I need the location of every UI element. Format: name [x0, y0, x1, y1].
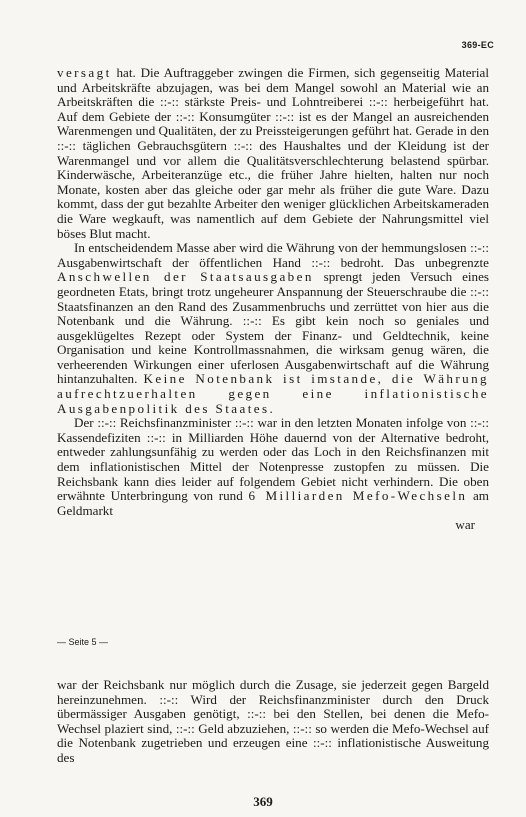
catchword: war	[455, 517, 475, 533]
paragraph-3	[57, 416, 489, 533]
spaced-emphasis: 6 Milliarden Mefo-Wechseln	[248, 488, 468, 504]
spaced-emphasis: versagt	[57, 65, 112, 80]
paragraph-4: war der Reichsbank nur möglich durch die Zusage, sie jederzeit gegen Bargeld hereinzunehmen. ::-:: Wird der Reichsfinanzminister durch den Druck übermässiger Ausgaben genötigt, ::-:: bei den Stellen, bei denen die Mefo-Wechsel plaziert sind, ::-:: Geld abzuziehen, ::-:: so werden die Mefo-Wechsel auf die Notenbank zugetrieben und erzeugen eine ::-:: inflationistische Ausweitung des	[57, 677, 489, 765]
paragraph-2	[57, 241, 489, 416]
spaced-emphasis: Anschwellen der Staatsausgaben	[57, 269, 314, 285]
page-body-upper	[57, 66, 489, 533]
paragraph-1	[57, 66, 489, 241]
paragraph-1-text: hat. Die Auftraggeber zwingen die Firmen, sich gegenseitig Material und Arbeitskräfte abzujagen, was bei dem Mangel sowohl an Material wie an Arbeitskräften die ::-:: stärkste Preis- und Lohntreiberei ::-:: herbeigeführt hat. Auf dem Gebiete der ::-:: Konsumgüter ::-:: ist es der Mangel an ausreichenden Warenmengen und Qualitäten, der zu Preissteigerungen geführt hat. Gerade in den ::-:: täglichen Gebrauchsgütern ::-:: des Haushaltes und der Kleidung ist der Warenmangel und vor allem die Qualitätsverschlechterung belastend spürbar. Kinderwäsche, Arbeiteranzüge etc., die früher Jahre hielten, halten nur noch Monate, kosten aber das gleiche oder gar mehr als früher die gute Ware. Dazu kommt, dass der gut bezahlte Arbeiter den weniger glücklichen Arbeitskameraden die Ware wegkauft, was namentlich auf dem Gebiete der Nahrungsmittel viel böses Blut macht.	[57, 65, 489, 241]
page-marker: — Seite 5 —	[57, 637, 109, 647]
page-number: 369	[253, 794, 273, 809]
paragraph-2-text-b: sprengt jeden Versuch eines geordneten Etats, bringt trotz ungeheurer Anspannung der Steuerschraube die ::-:: Staatsfinanzen an den Rand des Zusammenbruchs und zerrüttet von hier aus die Notenbank und die Währung. ::-:: Es gibt kein noch so geniales und ausgeklügeltes Rezept oder System der Finanz- und Geldtechnik, keine Organisation und keine Kontrollmassnahmen, die wirksam genug wären, die verheerenden Wirkungen einer uferlosen Ausgabenwirtschaft auf die Währung hintanzuhalten.	[57, 269, 489, 387]
paragraph-2-text-a: In entscheidendem Masse aber wird die Währung von der hemmungslosen ::-:: Ausgabenwirtschaft der öffentlichen Hand ::-:: bedroht. Das unbegrenzte	[57, 240, 489, 270]
paragraph-3-text-a: Der ::-:: Reichsfinanzminister ::-:: war in den letzten Monaten infolge von ::-:: Kassendefiziten ::-:: in Milliarden Höhe dauernd von der Alternative bedroht, entweder zahlungsunfähig zu werden oder das Loch in den Reichsfinanzen mit dem inflationistischen Mittel der Notenpresse zustopfen zu müssen. Die Reichsbank kann dies leider auf folgendem Gebiet nicht verhindern. Die oben erwähnte Unterbringung von rund	[57, 415, 489, 504]
spaced-emphasis: Keine Notenbank ist imstande, die Währung aufrechtzuerhalten gegen eine inflationistische Ausgabenpolitik des Staates.	[57, 371, 489, 416]
paragraph-3-text-b: am Geldmarkt	[57, 488, 489, 518]
page-body-lower	[57, 678, 489, 766]
document-number: 369-EC	[461, 40, 494, 50]
